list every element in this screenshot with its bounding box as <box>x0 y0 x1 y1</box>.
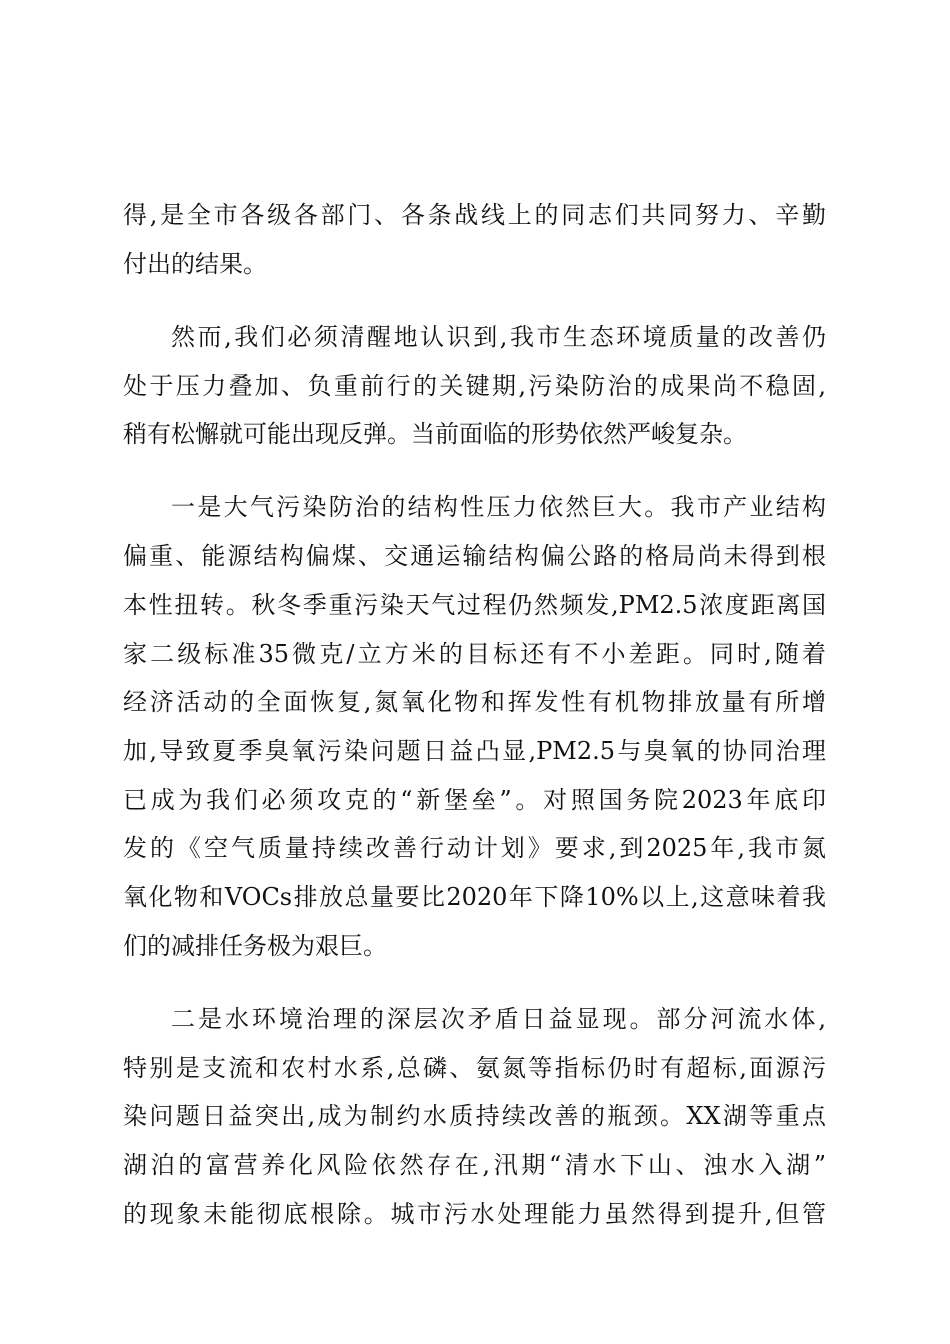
text-line: 染问题日益突出,成为制约水质持续改善的瓶颈。XX湖等重点 <box>123 1102 826 1131</box>
text-line: 湖泊的富营养化风险依然存在,汛期“清水下山、浊水入湖” <box>123 1150 826 1179</box>
text-line: 本性扭转。秋冬季重污染天气过程仍然频发,PM2.5浓度距离国 <box>123 590 826 619</box>
paragraph <box>123 995 826 1238</box>
text-line: 处于压力叠加、负重前行的关键期,污染防治的成果尚不稳固, <box>123 371 826 400</box>
text-line: 然而,我们必须清醒地认识到,我市生态环境质量的改善仍 <box>171 322 826 351</box>
paragraph <box>123 483 826 970</box>
text-line: 付出的结果。 <box>123 249 267 278</box>
text-line: 家二级标准35微克/立方米的目标还有不小差距。同时,随着 <box>123 639 826 668</box>
text-line: 氧化物和VOCs排放总量要比2020年下降10%以上,这意味着我 <box>123 882 826 911</box>
text-line: 经济活动的全面恢复,氮氧化物和挥发性有机物排放量有所增 <box>123 688 826 717</box>
text-line: 偏重、能源结构偏煤、交通运输结构偏公路的格局尚未得到根 <box>123 542 826 571</box>
paragraph <box>123 313 826 459</box>
text-line: 一是大气污染防治的结构性压力依然巨大。我市产业结构 <box>171 493 826 522</box>
text-line: 得,是全市各级各部门、各条战线上的同志们共同努力、辛勤 <box>123 201 826 229</box>
text-line: 二是水环境治理的深层次矛盾日益显现。部分河流水体, <box>171 1004 826 1033</box>
text-line: 发的《空气质量持续改善行动计划》要求,到2025年,我市氮 <box>123 834 826 863</box>
text-line: 的现象未能彻底根除。城市污水处理能力虽然得到提升,但管 <box>123 1199 826 1228</box>
text-line: 特别是支流和农村水系,总磷、氨氮等指标仍时有超标,面源污 <box>123 1053 826 1082</box>
text-line: 稍有松懈就可能出现反弹。当前面临的形势依然严峻复杂。 <box>123 420 747 449</box>
document-body <box>123 191 826 1263</box>
paragraph <box>123 191 826 288</box>
text-line: 已成为我们必须攻克的“新堡垒”。对照国务院2023年底印 <box>123 785 826 814</box>
text-line: 加,导致夏季臭氧污染问题日益凸显,PM2.5与臭氧的协同治理 <box>123 736 826 765</box>
text-line: 们的减排任务极为艰巨。 <box>123 931 387 960</box>
